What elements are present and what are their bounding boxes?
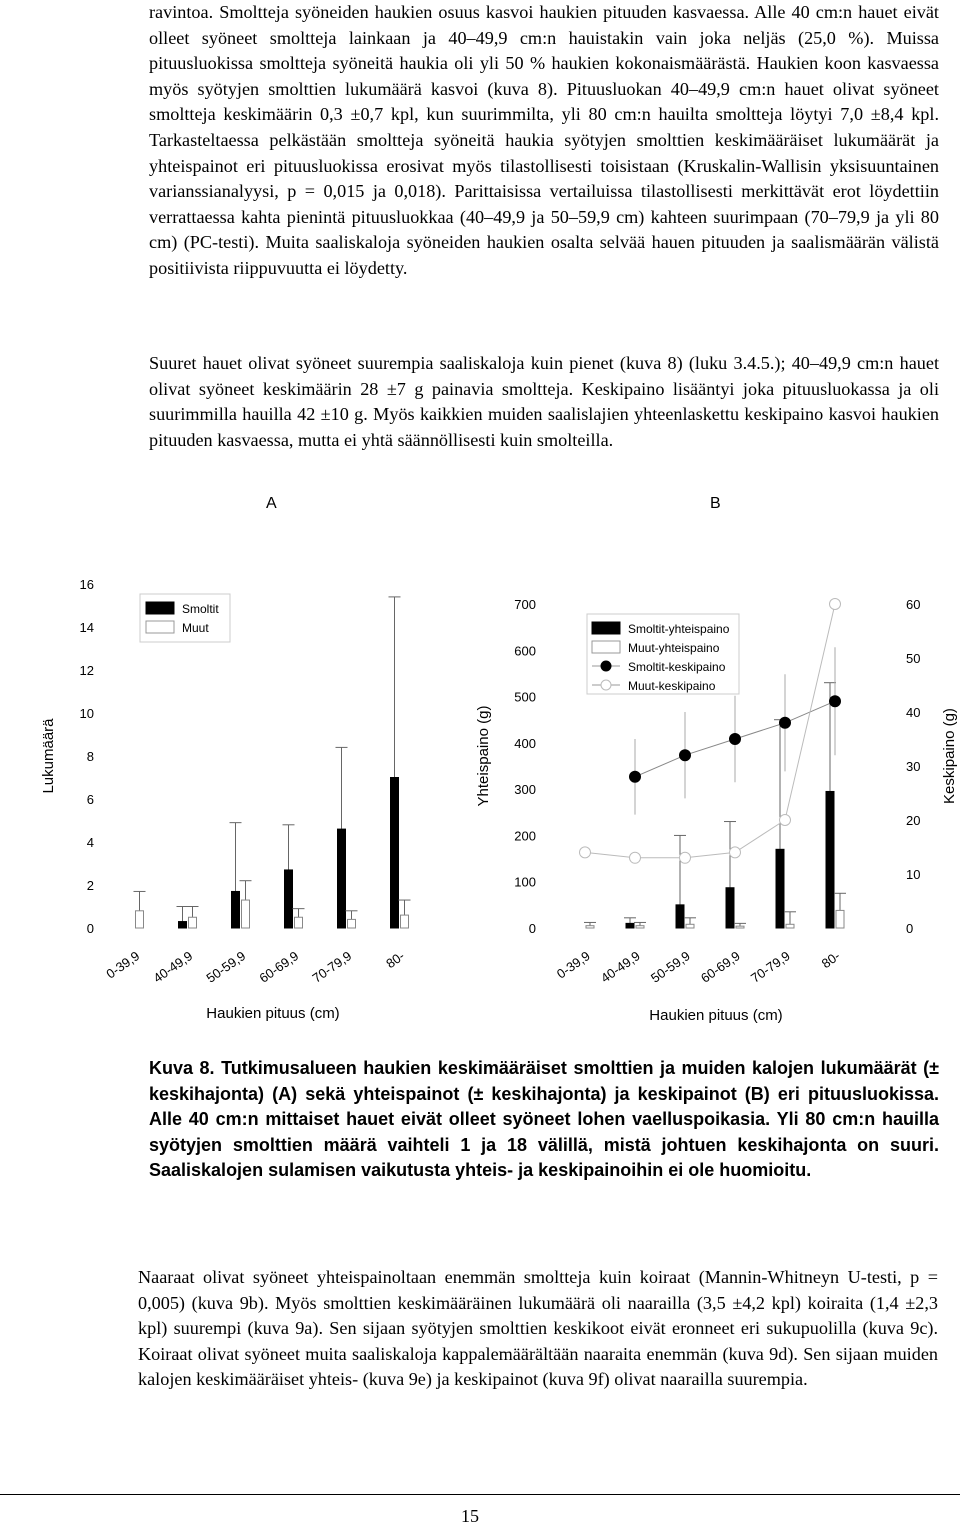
y-right-tick-label: 50: [906, 651, 921, 666]
x-axis-title: Haukien pituus (cm): [649, 1007, 783, 1024]
bar-smoltit-yhteispaino: [826, 791, 834, 928]
legend-label: Smoltit-keskipaino: [628, 660, 726, 674]
chart-b: [460, 560, 960, 1040]
x-tick-label: 50-59,9: [647, 948, 693, 986]
bar-muut-yhteispaino: [636, 926, 644, 928]
x-tick-label: 40-49,9: [597, 948, 643, 986]
y-tick-label: 10: [79, 706, 94, 721]
x-tick-label: 0-39,9: [103, 948, 143, 982]
y-right-axis-title: Keskipaino (g): [941, 708, 958, 804]
y-tick-label: 12: [79, 663, 94, 678]
marker-muut-keskipaino: [680, 852, 691, 863]
bar-muut: [348, 919, 356, 928]
y-tick-label: 700: [514, 597, 536, 612]
marker-muut-keskipaino: [580, 847, 591, 858]
x-tick-label: 40-49,9: [150, 948, 196, 986]
marker-muut-keskipaino: [830, 599, 841, 610]
bar-muut: [401, 915, 409, 928]
legend-label: Muut-keskipaino: [628, 679, 716, 693]
legend-marker: [601, 661, 611, 671]
x-tick-label: 70-79,9: [747, 948, 793, 986]
bar-muut-yhteispaino: [686, 924, 694, 928]
y-tick-label: 8: [86, 749, 94, 764]
legend-swatch: [146, 602, 174, 614]
y-tick-label: 300: [514, 782, 536, 798]
marker-smoltit-keskipaino: [780, 717, 791, 728]
bar-smoltit-yhteispaino: [776, 849, 784, 928]
bar-muut: [242, 900, 250, 928]
y-right-tick-label: 60: [906, 597, 921, 612]
bar-muut: [136, 911, 144, 928]
y-tick-label: 2: [86, 878, 94, 893]
x-tick-label: 0-39,9: [553, 948, 593, 982]
bar-smoltit: [232, 891, 240, 928]
y-axis-title: Yhteispaino (g): [475, 705, 492, 807]
bar-muut-yhteispaino: [736, 926, 744, 928]
y-axis-title: Lukumäärä: [40, 718, 57, 794]
panel-label-b: B: [710, 495, 721, 512]
footer-divider: [0, 1494, 960, 1495]
y-right-tick-label: 10: [906, 867, 921, 882]
marker-smoltit-keskipaino: [830, 696, 841, 707]
marker-muut-keskipaino: [630, 852, 641, 863]
legend-swatch: [592, 622, 620, 634]
bar-muut-yhteispaino: [586, 926, 594, 928]
bar-smoltit: [179, 922, 187, 928]
bar-muut: [295, 917, 303, 928]
y-tick-label: 0: [86, 921, 94, 936]
marker-smoltit-keskipaino: [630, 771, 641, 782]
body-paragraph-2: Suuret hauet olivat syöneet suurempia saaliskaloja kuin pienet (kuva 8) (luku 3.4.5.); 40–49,9 cm:n hauet olivat syöneet keskimäärin 28 ±7 g painavia smoltteja. Keskipaino lisääntyi joka pituusluokassa ja oli suurimmilla hauilla 42 ±10 g. Myös kaikkien muiden saalislajien yhteenlaskettu keskipaino kasvoi haukien pituuden kasvaessa, mutta ei yhtä säännöllisesti kuin smolteilla.: [149, 353, 939, 450]
body-paragraph-1: ravintoa. Smoltteja syöneiden haukien osuus kasvoi haukien pituuden kasvaessa. Alle 40 cm:n hauet eivät olleet syöneet smoltteja lainkaan ja 40–49,9 cm:n hauistakin vain joka neljäs (25,0 %). Muissa pituusluokissa smoltteja syöneitä haukia oli yli 50 % haukien kokonaismäärästä. Haukien koon kasvaessa myös syötyjen smolttien lukumäärä kasvoi (kuva 8). Pituusluokan 40–49,9 cm:n hauet olivat syöneet smoltteja keskimäärin 0,3 ±0,7 kpl, kun suurimmilta, yli 80 cm:n hauilta smoltteja löytyi 7,0 ±8,4 kpl. Tarkasteltaessa pelkästään smoltteja syöneitä haukia syötyjen smolttien keskimääräiset lukumäärät ja yhteispainot eri pituusluokissa erosivat myös tilastollisesti toisistaan (Kruskalin-Wallisin yksisuuntainen varianssianalyysi, p = 0,015 ja 0,018). Parittaisissa vertailuissa tilastollisesti merkittävät erot löydettiin verrattaessa kahta pienintä pituusluokkaa (40–49,9 ja 50–59,9 cm) kahteen suurimpaan (70–79,9 ja yli 80 cm) (PC-testi). Muita saaliskaloja syöneiden haukien osalta selvää hauen pituuden ja saalismäärän välistä positiivista riippuvuutta ei löydetty.: [149, 2, 939, 278]
body-paragraph-3: Naaraat olivat syöneet yhteispainoltaan enemmän smoltteja kuin koiraat (Mannin-Whitneyn U-testi, p = 0,005) (kuva 9b). Myös smolttien keskimääräinen lukumäärä oli naarailla (3,5 ±4,2 kpl) koiraita (1,4 ±2,3 kpl) suurempi (kuva 9a). Sen sijaan syötyjen smolttien keskikoot eivät eronneet eri sukupuolilla (kuva 9c). Koiraat olivat syöneet muita saaliskaloja kappalemäärältään naaraita enemmän (kuva 9d). Sen sijaan muiden kalojen keskimääräiset yhteis- (kuva 9e) ja keskipainot (kuva 9f) olivat naarailla suurempia.: [138, 1267, 938, 1390]
y-tick-label: 600: [514, 643, 536, 659]
bar-smoltit: [391, 778, 399, 929]
panel-label-a: A: [266, 495, 277, 512]
y-tick-label: 6: [86, 792, 94, 807]
y-tick-label: 4: [86, 835, 94, 850]
y-right-tick-label: 30: [906, 759, 921, 774]
x-tick-label: 80-: [818, 948, 843, 972]
y-tick-label: 0: [528, 921, 536, 936]
x-tick-label: 80-: [383, 948, 408, 972]
page-number: 15: [461, 1506, 479, 1526]
marker-muut-keskipaino: [730, 847, 741, 858]
bar-smoltit: [338, 829, 346, 928]
marker-smoltit-keskipaino: [730, 734, 741, 745]
figure-caption: Kuva 8. Tutkimusalueen haukien keskimääräiset smolttien ja muiden kalojen lukumäärät (± keskihajonta) (A) sekä yhteispainot (± keskihajonta) ja keskipainot (B) eri pituusluokissa. Alle 40 cm:n mittaiset hauet eivät olleet syöneet lohen vaelluspoikasia. Yli 80 cm:n hauilla syötyjen smolttien määrä vaihteli 1 ja 18 välillä, mistä johtuen keskihajonta on suuri. Saaliskalojen sulamisen vaikutusta yhteis- ja keskipainoihin ei ole huomioitu.: [149, 1058, 939, 1181]
y-tick-label: 400: [514, 735, 536, 751]
x-tick-label: 70-79,9: [309, 948, 355, 986]
y-tick-label: 200: [514, 828, 536, 844]
bar-smoltit-yhteispaino: [626, 923, 634, 928]
legend-label: Smoltit-yhteispaino: [628, 622, 730, 636]
y-right-tick-label: 40: [906, 705, 921, 720]
x-tick-label: 50-59,9: [203, 948, 249, 986]
y-tick-label: 16: [79, 577, 94, 592]
y-right-tick-label: 0: [906, 921, 914, 936]
legend-label: Muut-yhteispaino: [628, 641, 720, 655]
x-tick-label: 60-69,9: [256, 948, 302, 986]
y-tick-label: 500: [514, 689, 536, 705]
marker-smoltit-keskipaino: [680, 750, 691, 761]
marker-muut-keskipaino: [780, 815, 791, 826]
bar-muut: [189, 917, 197, 928]
bar-muut-yhteispaino: [836, 910, 844, 928]
bar-smoltit-yhteispaino: [726, 888, 734, 928]
chart-a: [0, 560, 470, 1040]
y-tick-label: 14: [79, 620, 94, 635]
x-axis-title: Haukien pituus (cm): [206, 1005, 340, 1022]
legend-swatch: [146, 621, 174, 633]
bar-muut-yhteispaino: [786, 924, 794, 928]
legend-label: Muut: [182, 621, 209, 635]
legend-swatch: [592, 641, 620, 653]
bar-smoltit-yhteispaino: [676, 905, 684, 928]
x-tick-label: 60-69,9: [697, 948, 743, 986]
bar-smoltit: [285, 870, 293, 928]
y-right-tick-label: 20: [906, 813, 921, 828]
y-tick-label: 100: [514, 874, 536, 890]
legend-label: Smoltit: [182, 602, 219, 616]
legend-marker: [601, 680, 611, 690]
